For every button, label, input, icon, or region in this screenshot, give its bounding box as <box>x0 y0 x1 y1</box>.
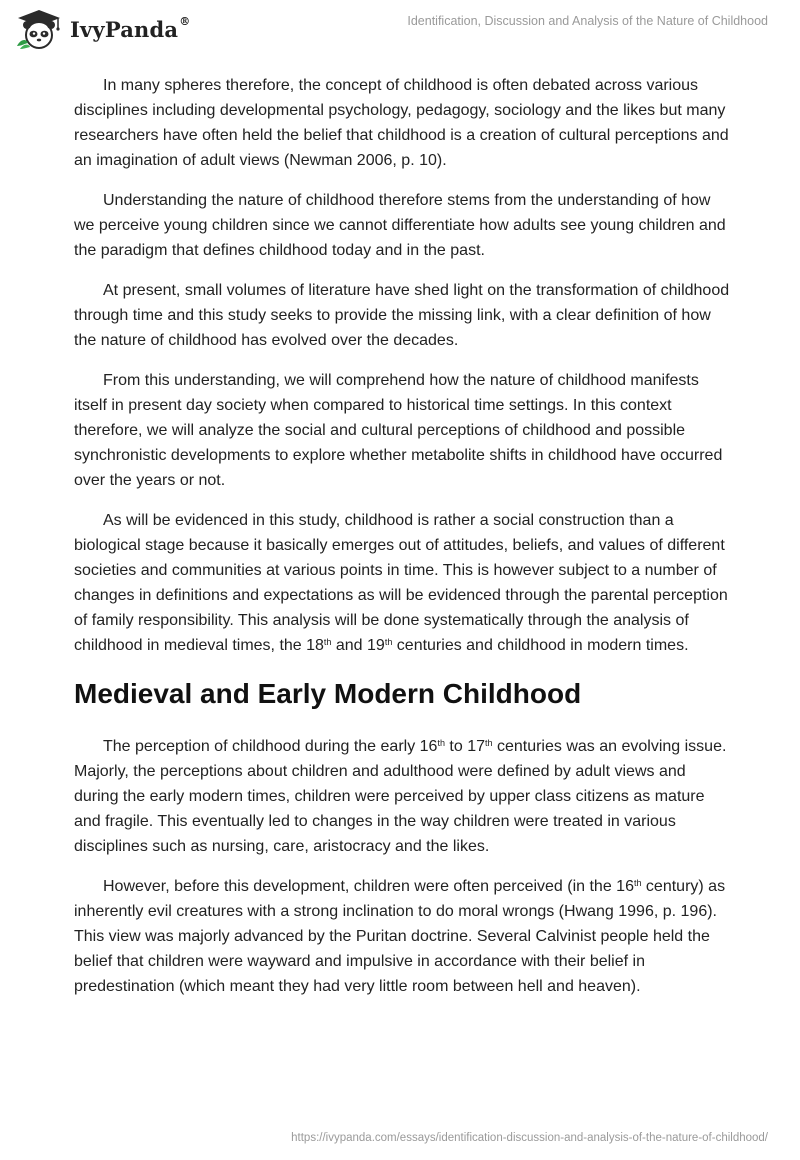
brand-name: IvyPanda® <box>70 14 191 42</box>
paragraph: However, before this development, children were often perceived (in the 16th century) as inherently evil creatures with a strong inclination to do moral wrongs (Hwang 1996, p. 196). This view was majorly advanced by the Puritan doctrine. Several Calvinist people held the belief that children were wayward and impulsive in accordance with their belief in predestination (which meant they had very little room between hell and heaven). <box>74 877 726 995</box>
article-body <box>74 73 730 1014</box>
paragraph: The perception of childhood during the early 16th to 17th centuries was an evolving issue. Majorly, the perceptions about children and adulthood were defined by adult views and during the early modern times, children were perceived by upper class citizens as mature and fragile. This eventually led to changes in the way children were treated in various disciplines such as nursing, care, aristocracy and the likes. <box>74 737 727 855</box>
paragraph: Understanding the nature of childhood therefore stems from the understanding of how we perceive young children since we cannot differentiate how adults see young children and the paradigm that defines childhood today and in the past. <box>74 192 726 259</box>
paragraph: At present, small volumes of literature have shed light on the transformation of childhood through time and this study seeks to provide the missing link, with a clear definition of how the nature of childhood has evolved over the decades. <box>74 282 730 349</box>
page-header <box>0 0 800 60</box>
paragraph: In many spheres therefore, the concept of childhood is often debated across various disciplines including developmental psychology, pedagogy, sociology and the likes but many researchers have often held the belief that childhood is a creation of cultural perceptions and an imagination of adult views (Newman 2006, p. 10). <box>74 77 729 169</box>
document-title: Identification, Discussion and Analysis of the Nature of Childhood <box>407 14 768 28</box>
paragraph: As will be evidenced in this study, childhood is rather a social construction than a biological stage because it basically emerges out of attitudes, beliefs, and values of different societies and communities at various points in time. This is however subject to a number of changes in definitions and expectations as will be evidenced through the parental perception of family responsibility. This analysis will be done systematically through the analysis of childhood in medieval times, the 18th and 19th centuries and childhood in modern times. <box>74 512 728 654</box>
section-heading: Medieval and Early Modern Childhood <box>74 678 582 709</box>
panda-graduate-icon <box>14 8 64 50</box>
source-url[interactable]: https://ivypanda.com/essays/identification-discussion-and-analysis-of-the-nature-of-childhood/ <box>291 1132 768 1144</box>
brand-logo[interactable] <box>14 8 190 50</box>
paragraph: From this understanding, we will comprehend how the nature of childhood manifests itself in present day society when compared to historical time settings. In this context therefore, we will analyze the social and cultural perceptions of childhood and possible synchronistic developments to explore whether metabolite shifts in childhood have occurred over the years or not. <box>74 372 723 489</box>
